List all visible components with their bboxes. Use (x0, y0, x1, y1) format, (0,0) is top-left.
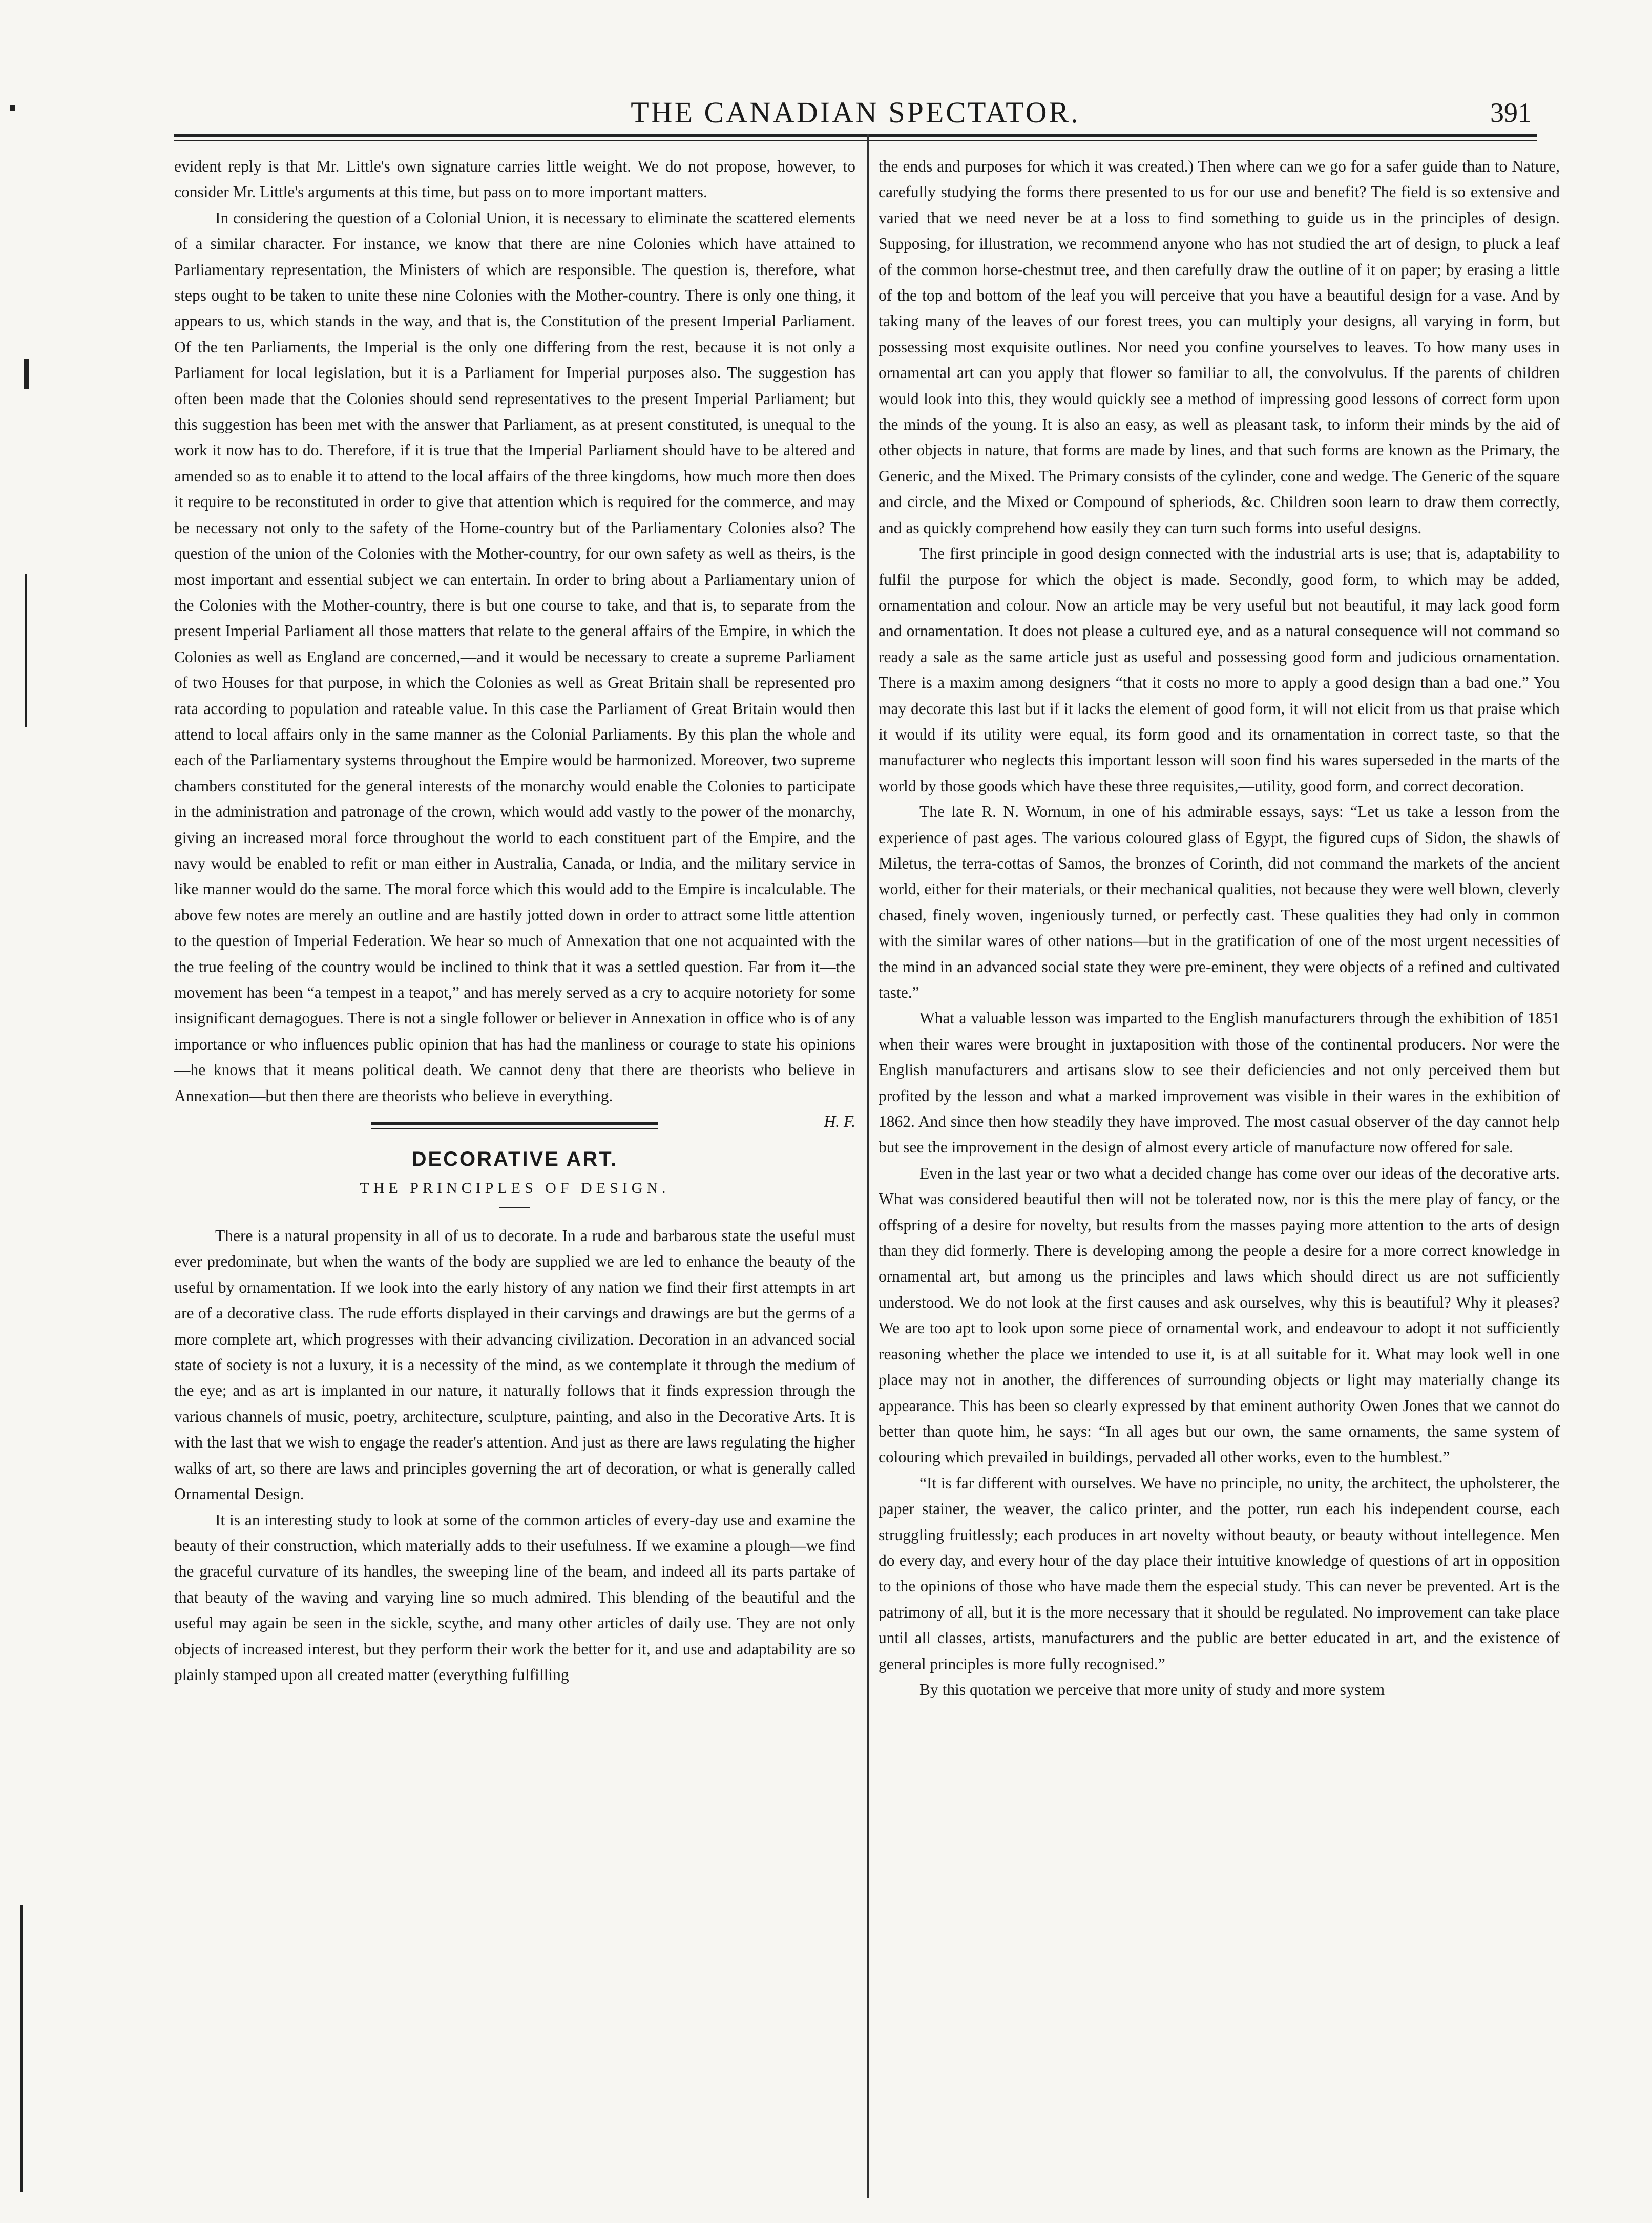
article-paragraph: By this quotation we perceive that more unity of study and more system (919, 1680, 1385, 1698)
margin-mark (20, 1905, 23, 2192)
article-paragraph: Even in the last year or two what a decided change has come over our ideas of the decorative arts. What was considered beautiful then will not be tolerated now, nor is this the mere play of fancy, or the offspring of a desire for novelty, but results from the masses paying more attention to the arts of design than they did formerly. There is developing among the people a desire for a more correct knowledge in ornamental art, but among us the principles and laws which should direct us are not sufficiently understood. We do not look at the first causes and ask ourselves, why this is beautiful? Why it pleases? We are too apt to look upon some piece of ornamental work, and endeavour to adopt it not sufficiently reasoning whether the place we intended to use it, is at all suitable for it. What may look well in one place may not in another, the differences of surrounding objects or light may materially change its appearance. This has been so clearly expressed by that eminent authority Owen Jones that we cannot do better than quote him, he says: “In all ages but our own, the same ornaments, the same system of colouring which prevailed in buildings, pervaded all other works, even to the humblest.” (879, 1164, 1560, 1466)
running-title: THE CANADIAN SPECTATOR. (631, 96, 1080, 129)
article-paragraph: What a valuable lesson was imparted to the English manufacturers through the exhibition of 1851 when their wares were brought in juxtaposition with those of the continental producers. Nor were the English manufacturers and artisans slow to see their deficiencies and not only perceived them but profited by the lesson and what a marked improvement was visible in their wares in the exhibition of 1862. And since then how steadily they have improved. The most casual observer of the day cannot help but see the improvement in the design of almost every article of manufacture now offered for sale. (879, 1009, 1560, 1157)
article-separator (371, 1122, 658, 1129)
article-paragraph: The late R. N. Wornum, in one of his admirable essays, says: “Let us take a lesson from the experience of past ages. The various coloured glass of Egypt, the figured cups of Sidon, the shawls of Miletus, the terra-cottas of Samos, the bronzes of Corinth, did not command the markets of the ancient world, either for their materials, or their mechanical qualities, not because they were well blown, cleverly chased, finely woven, ingeniously turned, or perfectly cast. These qualities they had only in common with the similar wares of other nations—but in the gratification of one of the most urgent necessities of the mind in an advanced social state they were pre-eminent, they were objects of a refined and cultivated taste.” (879, 803, 1560, 1001)
article-paragraph: evident reply is that Mr. Little's own signature carries little weight. We do not propose, however, to consider Mr. Little's arguments at this time, but pass on to more important matters. (174, 157, 855, 201)
column-divider (867, 134, 869, 2198)
header-rule-thick (174, 134, 1537, 137)
margin-mark (24, 359, 29, 389)
page-number: 391 (1490, 97, 1532, 128)
article-paragraph: There is a natural propensity in all of us to decorate. In a rude and barbarous state the useful must ever predominate, but when the wants of the body are supplied we are led to enhance the beauty of the useful by ornamentation. If we look into the early history of any nation we find their first attempts in art are of a decorative class. The rude efforts displayed in their carvings and drawings are but the germs of a more complete art, which progresses with their advancing civilization. Decoration in an advanced social state of society is not a luxury, it is a necessity of the mind, as we contemplate it through the medium of the eye; and as art is implanted in our nature, it naturally follows that it finds expression through the various channels of music, poetry, architecture, sculpture, painting, and also in the Decorative Arts. It is with the last that we wish to engage the reader's attention. And just as there are laws regulating the higher walks of art, so there are laws and principles governing the art of decoration, or what is generally called Ornamental Design. (174, 1227, 855, 1503)
article-paragraph: The first principle in good design connected with the industrial arts is use; that is, adaptability to fulfil the purpose for which the object is made. Secondly, good form, to which may be added, ornamentation and colour. Now an article may be very useful but not beautiful, it may lack good form and ornamentation. It does not please a cultured eye, and as a natural consequence will not command so ready a sale as the same article just as useful and possessing good form and judicious ornamentation. There is a maxim among designers “that it costs no more to apply a good design than a bad one.” You may decorate this last but if it lacks the element of good form, it will not elicit from us that praise which it would if its utility were equal, its form good and its ornamentation in correct taste, so that the manufacturer who neglects this important lesson will soon find his wares superseded in the marts of the world by those goods which have these three requisites,—utility, good form, and correct decoration. (879, 544, 1560, 795)
margin-mark (25, 574, 27, 727)
article-paragraph: It is an interesting study to look at some of the common articles of every-day use and examine the beauty of their construction, which materially adds to their usefulness. If we examine a plough—we find the graceful curvature of its handles, the sweeping line of the beam, and indeed all its parts partake of that beauty of the waving and varying line so much admired. This blending of the beautiful and the useful may again be seen in the sickle, scythe, and many other articles of daily use. They are not only objects of increased interest, but they perform their work the better for it, and use and adaptability are so plainly stamped upon all created matter (everything fulfilling (174, 1511, 855, 1684)
article-subtitle: THE PRINCIPLES OF DESIGN. (360, 1180, 670, 1197)
article-paragraph: In considering the question of a Colonial Union, it is necessary to eliminate the scattered elements of a similar character. For instance, we know that there are nine Colonies which have attained to Parliamentary representation, the Ministers of which are responsible. The question is, therefore, what steps ought to be taken to unite these nine Colonies with the Mother-country. There is only one thing, it appears to us, which stands in the way, and that is, the Constitution of the present Imperial Parliament. Of the ten Parliaments, the Imperial is the only one differing from the rest, because it is not only a Parliament for local legislation, but it is a Parliament for Imperial purposes also. The suggestion has often been made that the Colonies should send representatives to the present Imperial Parliament; but this suggestion has been met with the answer that Parliament, as at present constituted, is unequal to the work it now has to do. Therefore, if it is true that the Imperial Parliament should have to be altered and amended so as to enable it to attend to the local affairs of the three kingdoms, how much more then does it require to be reconstituted in order to give that attention which is required for the commerce, and may be necessary not only to the safety of the Home-country but of the Parliamentary Colonies also? The question of the union of the Colonies with the Mother-country, for our own safety as well as theirs, is the most important and essential subject we can entertain. In order to bring about a Parliamentary union of the Colonies with the Mother-country, there is but one course to take, and that is, to separate from the present Imperial Parliament all those matters that relate to the general affairs of the Empire, in which the Colonies as well as England are concerned,—and it would be necessary to create a supreme Parliament of two Houses for that purpose, in which the Colonies as well as Great Britain shall be represented pro rata according to population and rateable value. In this case the Parliament of Great Britain would then attend to local affairs only in the same manner as the Colonial Parliaments. By this plan the whole and each of the Parliamentary systems throughout the Empire would be harmonized. Moreover, two supreme chambers constituted for the general interests of the monarchy would enable the Colonies to participate in the administration and patronage of the crown, which would add vastly to the power of the monarchy, giving an increased moral force throughout the world to each constituent part of the Empire, and the navy would be enabled to refit or man either in Australia, Canada, or India, and the military service in like manner would do the same. The moral force which this would add to the Empire is incalculable. The above few notes are merely an outline and are hastily jotted down in order to attract some little attention to the question of Imperial Federation. We hear so much of Annexation that one not acquainted with the the true feeling of the country would be inclined to think that it was a settled question. Far from it—the movement has been “a tempest in a teapot,” and has merely served as a cry to acquire notoriety for some insignificant demagogues. There is not a single follower or believer in Annexation in office who is of any importance or who influences public opinion that has had the manliness or courage to state his opinions—he knows that it means political death. We cannot deny that there are theorists who believe in Annexation—but then there are theorists who believe in everything. (174, 208, 855, 1105)
header-rule-thin (174, 140, 1537, 141)
margin-mark (10, 105, 15, 111)
subtitle-rule (499, 1207, 530, 1208)
left-column (174, 154, 855, 1688)
article-title: DECORATIVE ART. (411, 1148, 618, 1171)
page-header (174, 92, 1537, 133)
author-signature: H. F. (824, 1113, 855, 1131)
article-paragraph: the ends and purposes for which it was created.) Then where can we go for a safer guide than to Nature, carefully studying the forms there presented to us for our use and benefit? The field is so extensive and varied that we need never be at a loss to find something to guide us in the principles of design. Supposing, for illustration, we recommend anyone who has not studied the art of design, to pluck a leaf of the common horse-chestnut tree, and then carefully draw the outline of it on paper; by erasing a little of the top and bottom of the leaf you will perceive that you have a beautiful design for a vase. And by taking many of the leaves of our forest trees, you can multiply your designs, all varying in form, but possessing most exquisite outlines. Nor need you confine yourselves to leaves. To how many uses in ornamental art can you apply that flower so familiar to all, the convolvulus. If the parents of children would look into this, they would quickly see a method of impressing good lessons of correct form upon the minds of the young. It is also an easy, as well as pleasant task, to inform their minds by the aid of other objects in nature, that forms are made by lines, and that such forms are known as the Primary, the Generic, and the Mixed. The Primary consists of the cylinder, cone and wedge. The Generic of the square and circle, and the Mixed or Compound of spheriods, &c. Children soon learn to draw them correctly, and as quickly comprehend how easily they can turn such forms into useful designs. (879, 157, 1560, 537)
right-column (879, 154, 1560, 1703)
article-paragraph: “It is far different with ourselves. We have no principle, no unity, the architect, the upholsterer, the paper stainer, the weaver, the calico printer, and the potter, run each his independent course, each struggling fruitlessly; each produces in art novelty without beauty, or beauty without intellegence. Men do every day, and every hour of the day place their intuitive knowledge of questions of art in opposition to the opinions of those who have made them the especial study. This can never be prevented. Art is the patrimony of all, but it is the more necessary that it should be regulated. No improvement can take place until all classes, artists, manufacturers and the public are better educated in art, and the existence of general principles is more fully recognised.” (879, 1474, 1560, 1673)
